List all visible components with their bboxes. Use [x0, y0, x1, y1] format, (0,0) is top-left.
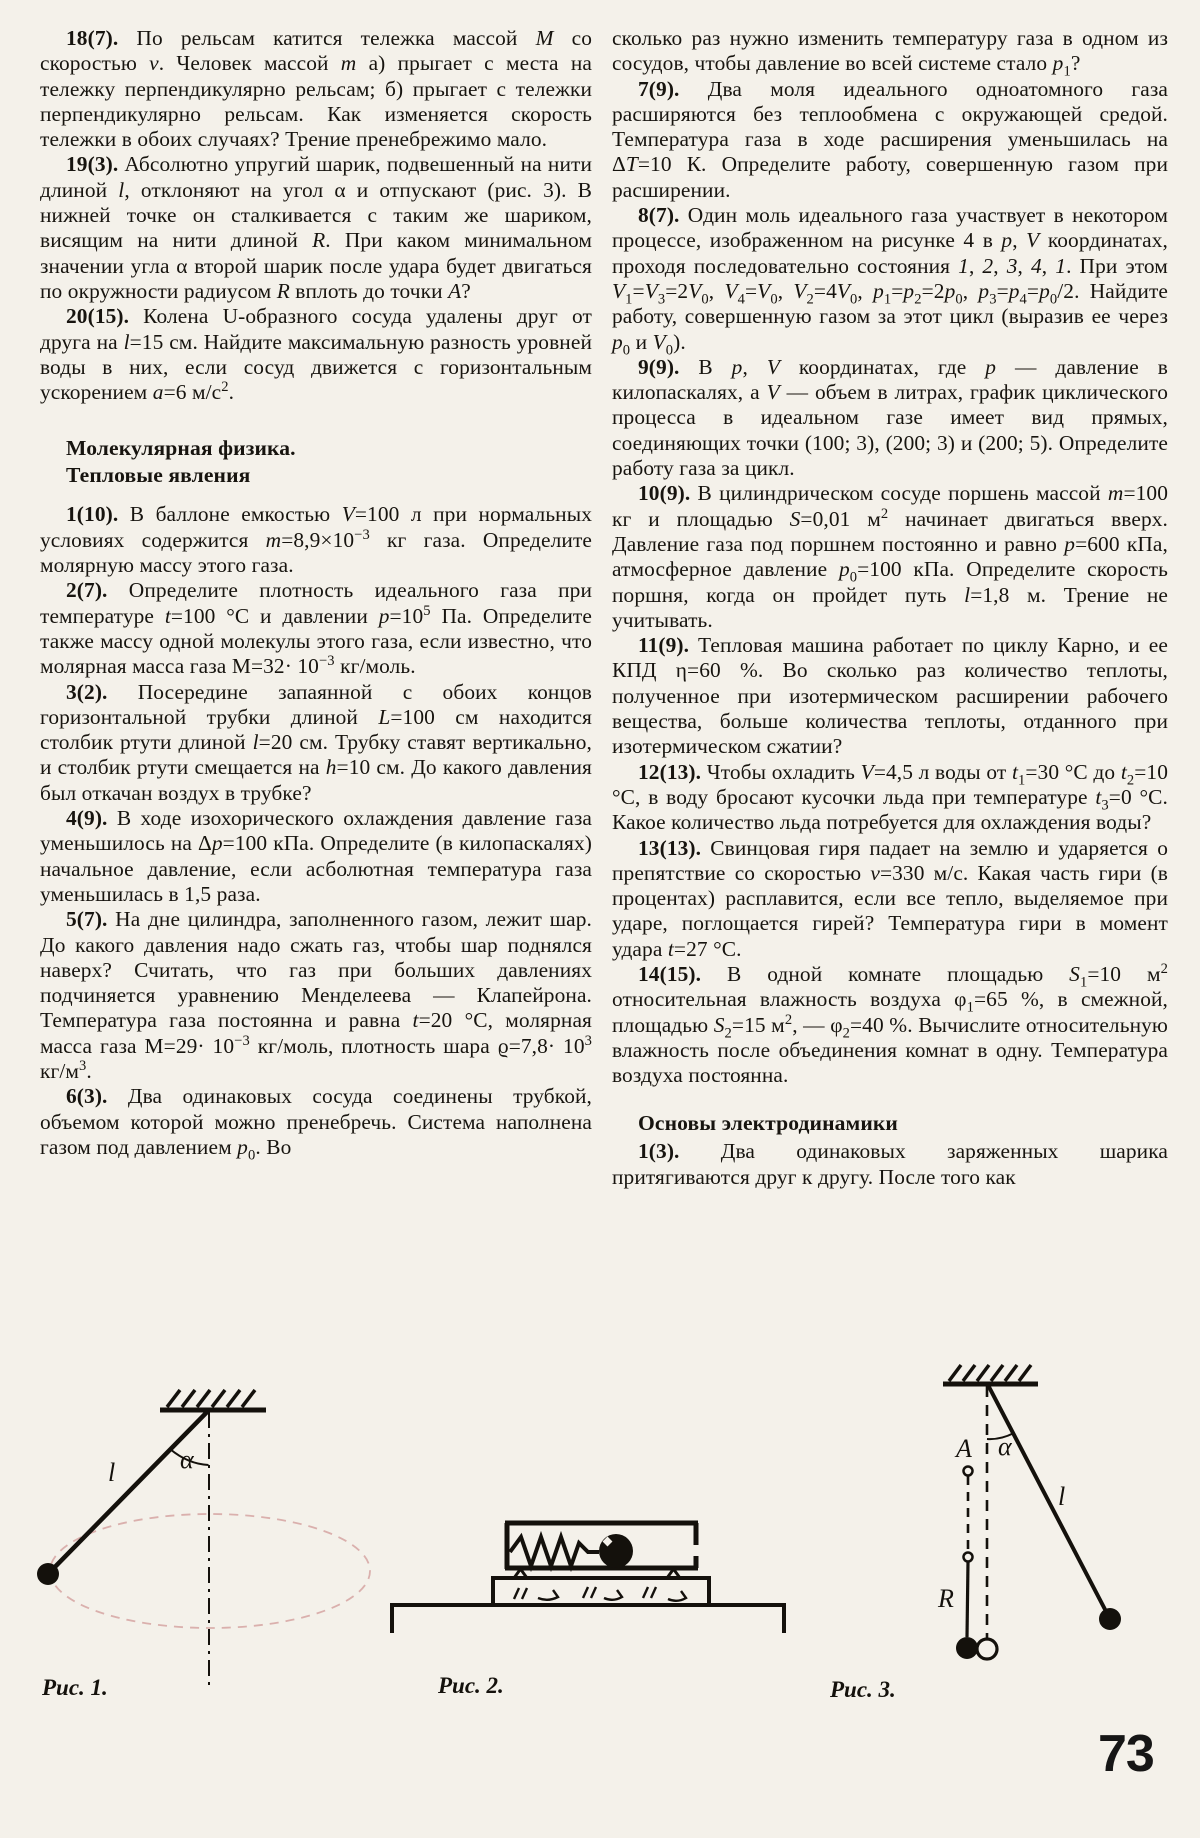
angle-alpha-label: α: [998, 1432, 1012, 1461]
figure-2-caption: Рис. 2.: [438, 1673, 504, 1698]
problem-paragraph-13: 13(13). Свинцовая гиря падает на землю и ударяется о препятствие со скоростью v=330 м/с. Какая часть гири (в процентах) расплавится, если все тепло, выделяемое при ударе, поглощается гирей? Температура гири в момент удара t=27 °C.: [612, 835, 1168, 961]
problem-6-continuation: сколько раз нужно изменить температуру газа в одном из сосудов, чтобы давление во всей системе стало $p_1$?: [612, 26, 1168, 80]
figure-2-spring-cart: [380, 1505, 810, 1705]
table-edge: [390, 1605, 786, 1633]
figure-3-two-pendulums: [810, 1355, 1200, 1715]
problem-paragraph-12: 12(13). Чтобы охладить V=4,5 л воды от $t_1=30$ °C до $t_2=10$ °C, в воду бросают кусочки льда при температуре $t_3=0$ °C. Какое количество льда потребуется для охлаждения воды?: [612, 759, 1168, 835]
hanging-ball-filled: [956, 1637, 978, 1659]
problem-paragraph-8: 8(7). Один моль идеального газа участвует в некотором процессе, изображенном на рисунке 4 в p, V координатах, проходя последовательно состояния 1, 2, 3, 4, 1. При этом $V_1=V_3=2V_0$, $V_4=V_0$, $V_2=4V_0$, $p_1=p_2=2p_0$, $p_3=p_4=p_0/2$. Найдите работу, совершенную газом за этот цикл (выразив ее через $p_0$ и $V_0$).: [612, 203, 1168, 358]
figure-1-conical-pendulum: [20, 1383, 415, 1718]
pendulum-string: [48, 1411, 208, 1574]
problem-paragraph-10: 10(9). В цилиндрическом сосуде поршень массой m=100 кг и площадью S=0,01 $м^2$ начинает двигаться вверх. Давление газа под поршнем постоянно и равно p=600 кПа, атмосферное давление $p_0=100$ кПа. Определите скорость поршня, когда он пройдет путь l=1,8 м. Трение не учитывать.: [612, 481, 1168, 632]
board-surface-marks: [514, 1587, 686, 1601]
problem-paragraph-20: 20(15). Колена U-образного сосуда удалены друг от друга на l=15 см. Найдите максимальную разность уровней воды в них, если сосуд движется с горизонтальным ускорением a=6 $м/с^2$.: [40, 304, 592, 405]
problem-paragraph-3: 3(2). Посередине запаянной с обоих концов горизонтальной трубки длиной L=100 см находится столбик ртути длиной l=20 см. Трубку ставят вертикально, и столбик ртути смещается на h=10 см. До какого давления был откачан воздух в трубке?: [40, 679, 593, 805]
problem-paragraph-18: 18(7). По рельсам катится тележка массой M со скоростью v. Человек массой m а) прыгает с места на тележку перпендикулярно рельсам; б) прыгает с тележки перпендикулярно рельсам. Как изменяется скорость тележки в обоих случаях? Трение пренебрежимо мало.: [40, 26, 592, 152]
string-length-label: l: [1058, 1482, 1066, 1511]
problem-paragraph-11: 11(9). Тепловая машина работает по циклу Карно, и ее КПД η=60 %. Во сколько раз количество теплоты, полученное при изотермическом расширении рабочего вещества, больше количества теплоты, отданного при изотермическом сжатии?: [612, 633, 1168, 759]
figure-3-caption: Рис. 3.: [830, 1677, 896, 1702]
problem-paragraph-6: 6(3). Два одинаковых сосуда соединены трубкой, объемом которой можно пренебречь. Система наполнена газом под давлением $p_0$. Во: [40, 1084, 592, 1164]
spring: [510, 1537, 599, 1566]
radius-R-label: R: [938, 1584, 954, 1613]
angle-alpha-label: α: [180, 1445, 194, 1474]
hanging-ball-outline: [977, 1639, 997, 1659]
radius-string: [967, 1562, 968, 1637]
ceiling-hatch: [160, 1390, 266, 1410]
right-column: [612, 26, 1168, 1190]
string-length-label: l: [108, 1458, 116, 1487]
problem-paragraph-2: 2(7). Определите плотность идеального газа при температуре t=100 °C и давлении $p=10^5$ Па. Определите также массу одной молекулы этого газа, если известно, что молярная масса газа $М=32\cdot 10^{-3}$ кг/моль.: [40, 578, 592, 679]
problem-paragraph-9: 9(9). В p, V координатах, где p — давление в килопаскалях, а V — объем в литрах, график циклического процесса в идеальном газе имеет вид прямых, соединяющих точки (100; 3), (200; 3) и (200; 5). Определите работу газа за цикл.: [612, 354, 1169, 481]
problem-paragraph-1: 1(10). В баллоне емкостью V=100 л при нормальных условиях содержится $m=8,9\times 10^{-3}$ кг газа. Определите молярную массу этого газа.: [40, 502, 592, 578]
problem-paragraph-e1: 1(3). Два одинаковых заряженных шарика притягиваются друг к другу. После того как: [612, 1139, 1168, 1189]
point-A-marker: [964, 1467, 973, 1476]
page-number: 73: [1098, 1725, 1154, 1783]
problem-paragraph-5: 5(7). На дне цилиндра, заполненного газом, лежит шар. До какого давления надо сжать газ, чтобы шар поднялся наверх? Считать, что газ при больших давлениях подчиняется уравнению Менделеева — Клапейрона. Температура газа постоянна и равна t=20 °C, молярная масса газа $М=29\cdot 10^{-3}$ кг/моль, плотность шара $ϱ=7,8\cdot 10^3$ $кг/м^3$.: [40, 907, 592, 1083]
deflected-string: [988, 1385, 1110, 1619]
ceiling-hatch: [943, 1365, 1038, 1384]
problem-paragraph-7: 7(9). Два моля идеального одноатомного газа расширяются без теплообмена с окружающей средой. Температура газа в ходе расширения уменьшилась на ΔT=10 К. Определите работу, совершенную газом при расширении.: [612, 76, 1168, 202]
problem-paragraph-19: 19(3). Абсолютно упругий шарик, подвешенный на нити длиной l, отклоняют на угол α и отпускают (рис. 3). В нижней точке он сталкивается с таким же шариком, висящим на нити длиной R. При каком минимальном значении угла α второй шарик после удара будет двигаться по окружности радиусом R вплоть до точки A?: [40, 152, 592, 303]
figure-1-caption: Рис. 1.: [42, 1675, 108, 1700]
section-heading-molecular-physics: Молекулярная физика. Тепловые явления: [66, 436, 296, 488]
mid-marker: [964, 1553, 973, 1562]
left-column: [40, 26, 593, 1164]
point-A-label: A: [956, 1434, 972, 1463]
problem-paragraph-14: 14(15). В одной комнате площадью $S_1=10$ $м^2$ относительная влажность воздуха $\varphi_1=65$ %, в смежной, площадью $S_2=15$ $м^2$, — $\varphi_2=40$ %. Вычислите относительную влажность после объединения комнат в одну. Температура воздуха постоянна.: [612, 960, 1168, 1088]
ball: [599, 1534, 633, 1568]
pendulum-ball: [37, 1563, 59, 1585]
problem-paragraph-4: 4(9). В ходе изохорического охлаждения давление газа уменьшилось на Δp=100 кПа. Определите (в килопаскалях) начальное давление, если асболютная температура газа уменьшилась в 1,5 раза.: [40, 806, 592, 906]
section-heading-electrodynamics: Основы электродинамики: [638, 1111, 898, 1136]
deflected-ball: [1099, 1608, 1121, 1630]
